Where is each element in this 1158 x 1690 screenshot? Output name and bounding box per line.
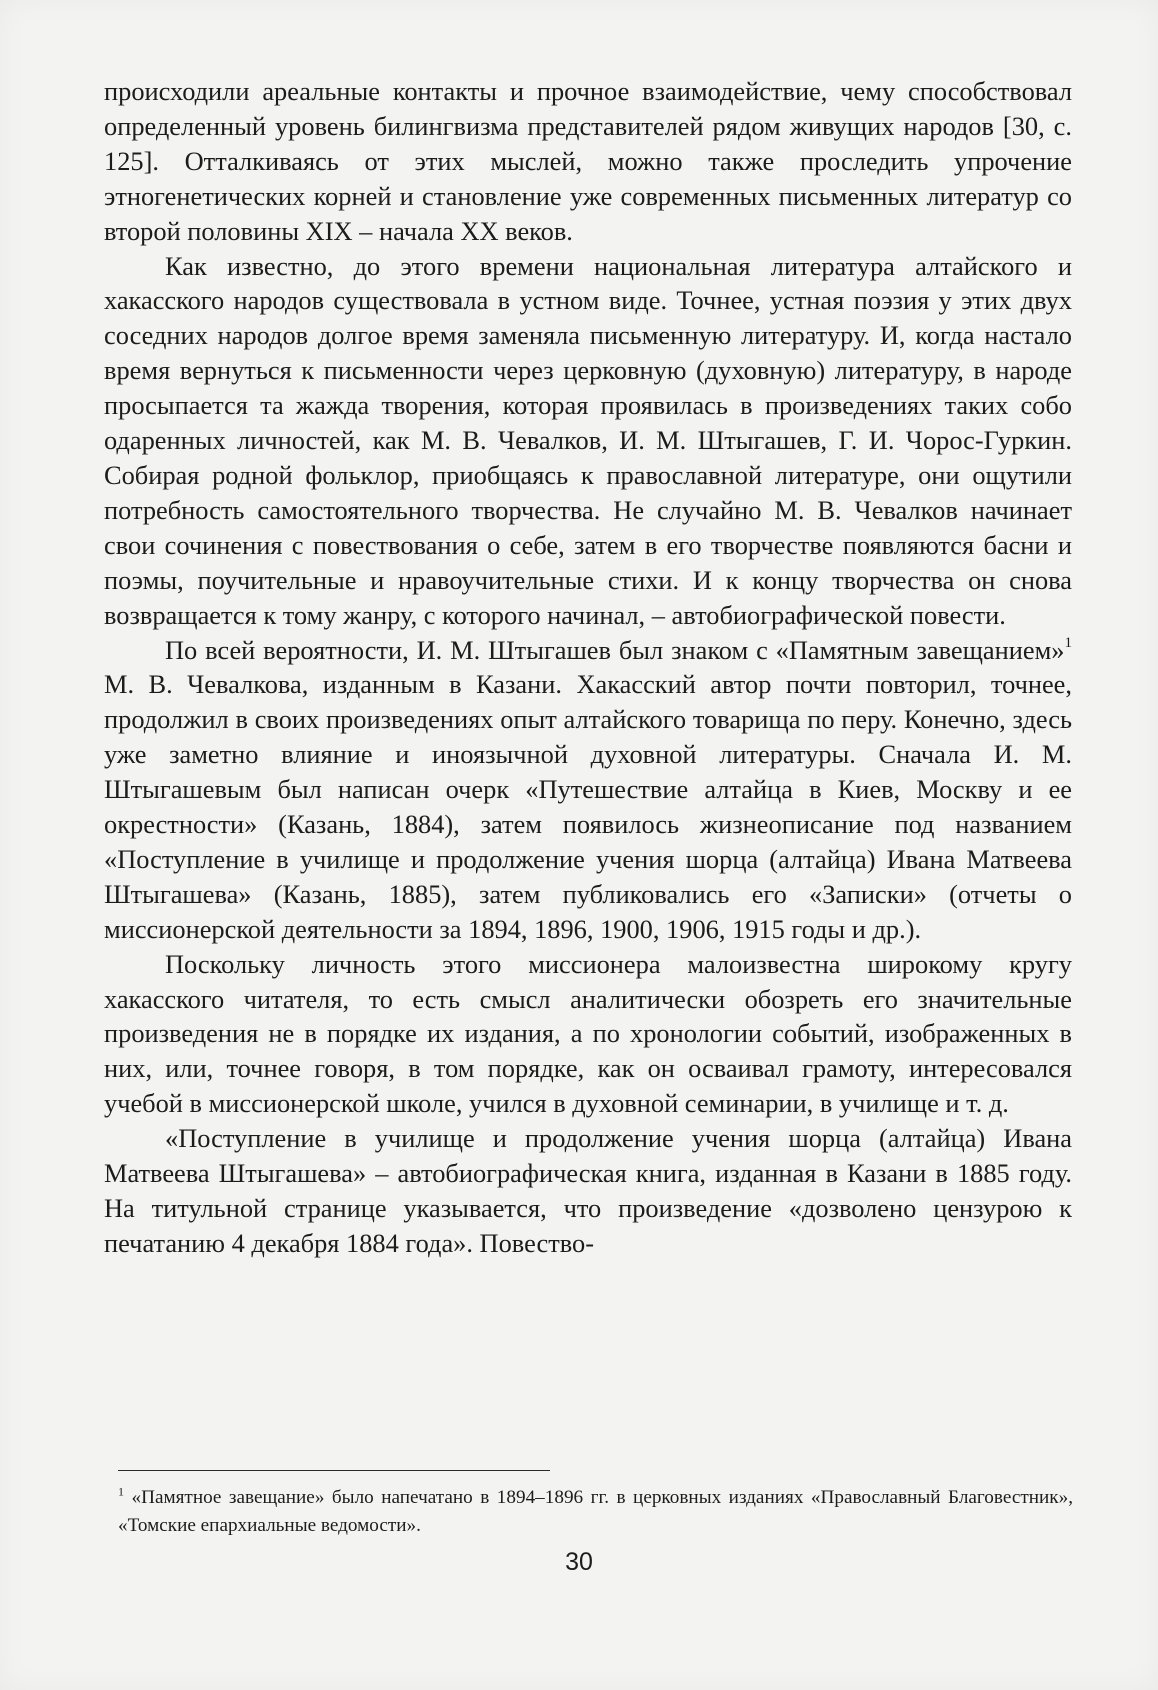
footnote-divider (118, 1470, 550, 1471)
paragraph (104, 633, 1072, 947)
paragraph: происходили ареальные контакты и прочное взаимодействие, чему способствовал определенный уровень билингвизма представителей рядом живущих народов [30, с. 125]. Отталкиваясь от этих мыслей, можно также проследить упрочение этногенетических корней и становление уже современных письменных литератур со второй половины XIX – начала XX веков. (104, 76, 1072, 246)
footnote-reference: 1 (1064, 634, 1072, 651)
footnote (118, 1484, 1073, 1540)
paragraph-text: М. В. Чевалкова, изданным в Казани. Хакасский автор почти повторил, точнее, продолжил в своих произведениях опыт алтайского товарища по перу. Конечно, здесь уже заметно влияние и иноязычной духовной литературы. Сначала И. М. Штыгашевым был написан очерк «Путешествие алтайца в Киев, Москву и ее окрестности» (Казань, 1884), затем появилось жизнеописание под названием «Поступление в училище и продолжение учения шорца (алтайца) Ивана Матвеева Штыгашева» (Казань, 1885), затем публиковались его «Записки» (отчеты о миссионерской деятельности за 1894, 1896, 1900, 1906, 1915 годы и др.). (104, 669, 1072, 944)
footnote-marker: 1 (118, 1484, 124, 1499)
footnote-text: «Памятное завещание» было напечатано в 1894–1896 гг. в церковных изданиях «Православный Благовестник», «Томские епархиальные ведомости». (118, 1487, 1073, 1536)
paragraph-text: По всей вероятности, И. М. Штыгашев был знаком с «Памятным завещанием» (165, 634, 1065, 665)
page-number: 30 (565, 1548, 593, 1576)
paragraph: «Поступление в училище и продолжение учения шорца (алтайца) Ивана Матвеева Штыгашева» – автобиографическая книга, изданная в Казани в 1885 году. На титульной странице указывается, что произведение «дозволено цензурою к печатанию 4 декабря 1884 года». Повество- (104, 1123, 1072, 1258)
main-text (104, 74, 1072, 1261)
paragraph: Поскольку личность этого миссионера малоизвестна широкому кругу хакасского читателя, то есть смысл аналитически обозреть его значительные произведения не в порядке их издания, а по хронологии событий, изображенных в них, или, точнее говоря, в том порядке, как он осваивал грамоту, интересовался учебой в миссионерской школе, учился в духовной семинарии, в училище и т. д. (104, 948, 1072, 1119)
paragraph: Как известно, до этого времени национальная литература алтайского и хакасского народов существовала в устном виде. Точнее, устная поэзия у этих двух соседних народов долгое время заменяла письменную литературу. И, когда настало время вернуться к письменности через церковную (духовную) литературу, в народе просыпается та жажда творения, которая проявилась в произведениях таких собо одаренных личностей, как М. В. Чевалков, И. М. Штыгашев, Г. И. Чорос-Гуркин. Собирая родной фольклор, приобщаясь к православной литературе, они ощутили потребность самостоятельного творчества. Не случайно М. В. Чевалков начинает свои сочинения с повествования о себе, затем в его творчестве появляются басни и поэмы, поучительные и нравоучительные стихи. И к концу творчества он снова возвращается к тому жанру, с которого начинал, – автобиографической повести. (104, 250, 1072, 630)
